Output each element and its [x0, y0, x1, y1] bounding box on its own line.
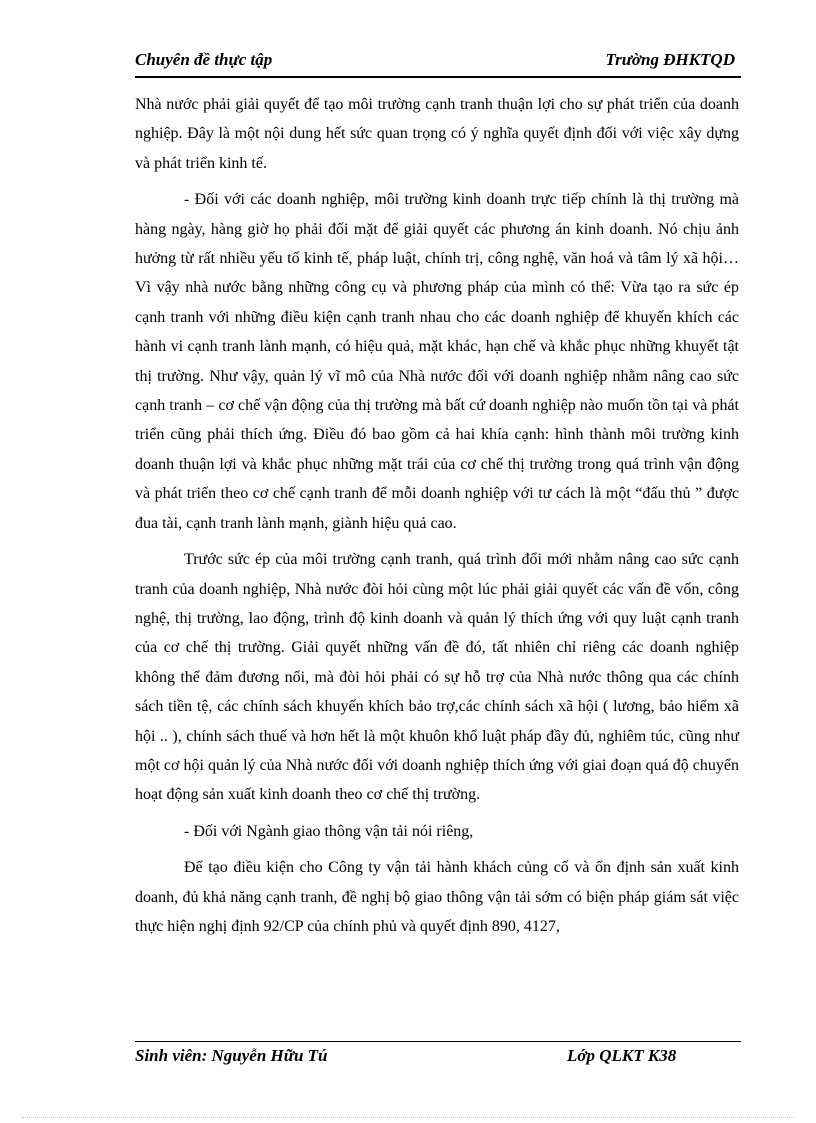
page-footer	[135, 1041, 741, 1066]
paragraph: Để tạo điều kiện cho Công ty vận tải hành khách củng cố và ổn định sản xuất kinh doanh, đủ khả năng cạnh tranh, đề nghị bộ giao thông vận tải sớm có biện pháp giám sát việc thực hiện nghị định 92/CP của chính phủ và quyết định 890, 4127,	[135, 859, 739, 935]
footer-class: Lớp QLKT K38	[567, 1046, 677, 1065]
paragraph: - Đối với các doanh nghiệp, môi trường kinh doanh trực tiếp chính là thị trường mà hàng ngày, hàng giờ họ phải đối mặt để giải quyết các phương án kinh doanh. Nó chịu ảnh hưởng từ rất nhiều yếu tố kinh tế, pháp luật, chính trị, công nghệ, văn hoá và tâm lý xã hội… Vì vậy nhà nước bằng những công cụ và phương pháp của mình có thể: Vừa tạo ra sức ép cạnh tranh với những điều kiện cạnh tranh nhau cho các doanh nghiệp để khuyến khích các hành vi cạnh tranh lành mạnh, có hiệu quả, mặt khác, hạn chế và khắc phục những khuyết tật thị trường. Như vậy, quản lý vĩ mô của Nhà nước đối với doanh nghiệp nhằm nâng cao sức cạnh tranh – cơ chế vận động của thị trường mà bất cứ doanh nghiệp nào muốn tồn tại và phát triển cũng phải thích ứng. Điều đó bao gồm cả hai khía cạnh: hình thành môi trường kinh doanh thuận lợi và khắc phục những mặt trái của cơ chế thị trường trong quá trình vận động và phát triển theo cơ chế cạnh tranh để mỗi doanh nghiệp với tư cách là một “đấu thủ ” được đua tài, cạnh tranh lành mạnh, giành hiệu quả cao.	[135, 191, 739, 532]
body-text	[135, 90, 739, 948]
paragraph: - Đối với Ngành giao thông vận tải nói riêng,	[184, 822, 474, 840]
page-header	[135, 50, 741, 78]
page-bottom-divider	[22, 1117, 794, 1118]
paragraph: Trước sức ép của môi trường cạnh tranh, quá trình đổi mới nhằm nâng cao sức cạnh tranh của doanh nghiệp, Nhà nước đòi hỏi cùng một lúc phải giải quyết các vấn đề vốn, công nghệ, thị trường, lao động, trình độ kinh doanh và quản lý thích ứng với quy luật cạnh tranh của cơ chế thị trường. Giải quyết những vấn đề đó, tất nhiên chỉ riêng các doanh nghiệp không thể đảm đương nổi, mà đòi hỏi phải có sự hỗ trợ của Nhà nước thông qua các chính sách tiền tệ, các chính sách khuyến khích bảo trợ,các chính sách xã hội ( lương, bảo hiểm xã hội .. ), chính sách thuế và hơn hết là một khuôn khổ luật pháp đầy đủ, nghiêm túc, cũng như một cơ hội quản lý của Nhà nước đối với doanh nghiệp thích ứng với giai đoạn quá độ chuyển hoạt động sản xuất kinh doanh theo cơ chế thị trường.	[135, 551, 739, 804]
paragraph: Nhà nước phải giải quyết để tạo môi trường cạnh tranh thuận lợi cho sự phát triển của doanh nghiệp. Đây là một nội dung hết sức quan trọng có ý nghĩa quyết định đối với việc xây dựng và phát triển kinh tế.	[135, 96, 739, 172]
header-school: Trường ĐHKTQD	[605, 50, 735, 69]
footer-student: Sinh viên: Nguyễn Hữu Tú	[135, 1046, 328, 1065]
header-title: Chuyên đề thực tập	[135, 50, 273, 69]
